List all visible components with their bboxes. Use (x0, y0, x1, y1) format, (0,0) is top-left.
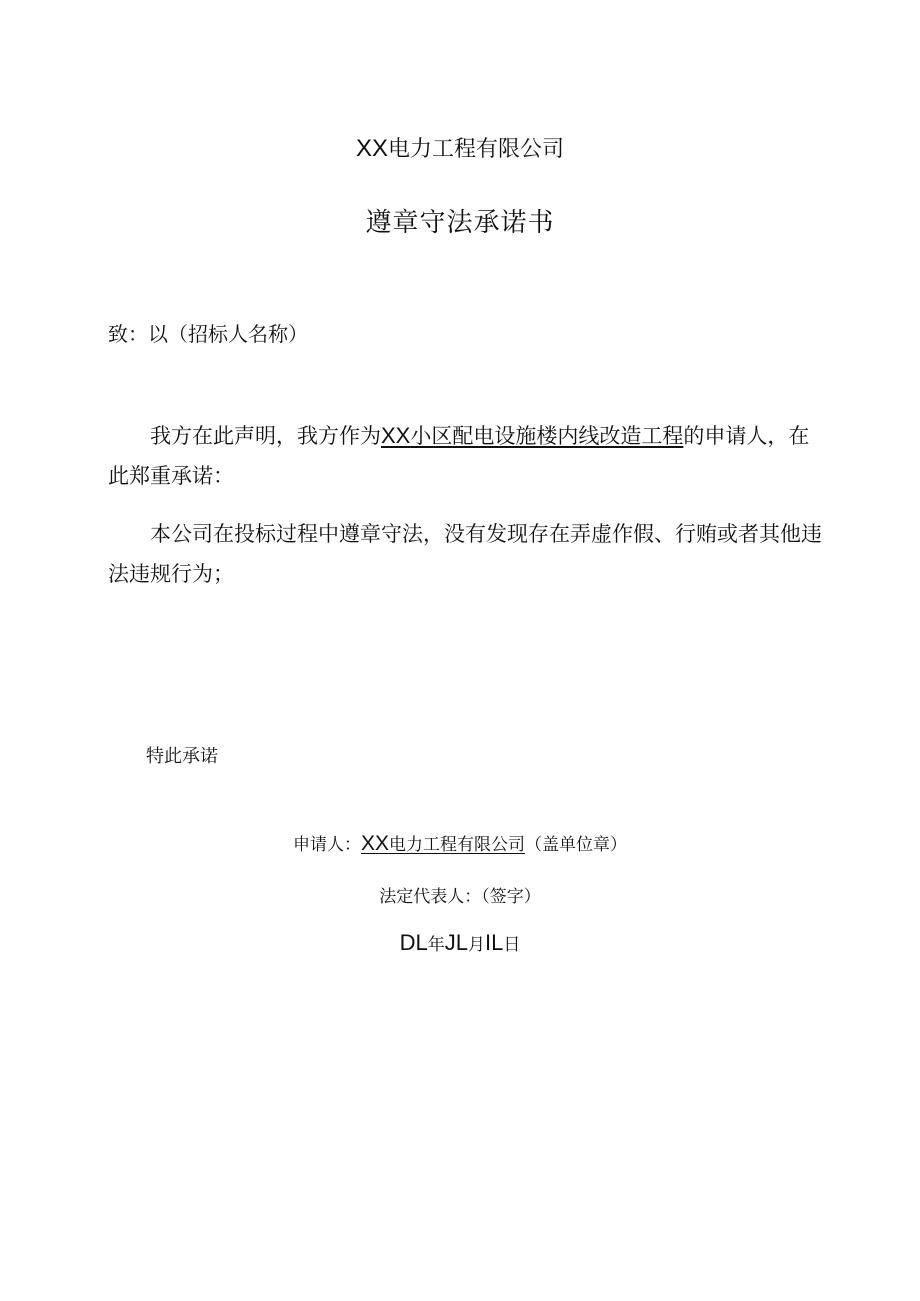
company-heading (0, 132, 920, 163)
date-line (0, 930, 920, 956)
commitment-paragraph (108, 514, 828, 594)
day-label: 日 (503, 935, 521, 955)
day-value: IL (485, 930, 504, 955)
year-label: 年 (427, 935, 445, 955)
legal-representative-line: 法定代表人：（签字） (379, 887, 541, 907)
applicant-company-suffix: 电力工程有限公司 (389, 835, 525, 855)
project-name (381, 424, 683, 448)
project-name-text: 小区配电设施楼内线改造工程 (410, 424, 684, 448)
month-label: 月 (468, 935, 485, 955)
applicant-company (360, 832, 525, 855)
commitment-text: 本公司在投标过程中遵章守法，没有发现存在弄虚作假、行贿或者其他违法违规行为； (108, 522, 822, 586)
project-prefix: XX (381, 423, 411, 448)
closing-phrase: 特此承诺 (146, 746, 218, 767)
year-value: DL (399, 930, 428, 955)
applicant-label: 申请人： (292, 835, 361, 855)
applicant-line (0, 830, 920, 856)
declaration-after: 的申请人，在此郑重承诺： (108, 424, 810, 488)
declaration-paragraph (108, 416, 828, 496)
seal-note: （盖单位章） (525, 835, 627, 855)
applicant-company-prefix: XX (360, 832, 389, 855)
document-title: 遵章守法承诺书 (365, 208, 555, 238)
month-value: JL (444, 930, 468, 955)
salutation: 致：以（招标人名称） (108, 322, 308, 346)
company-prefix: XX (355, 135, 388, 162)
company-suffix: 电力工程有限公司 (388, 137, 565, 162)
declaration-before: 我方在此声明，我方作为 (150, 424, 381, 448)
